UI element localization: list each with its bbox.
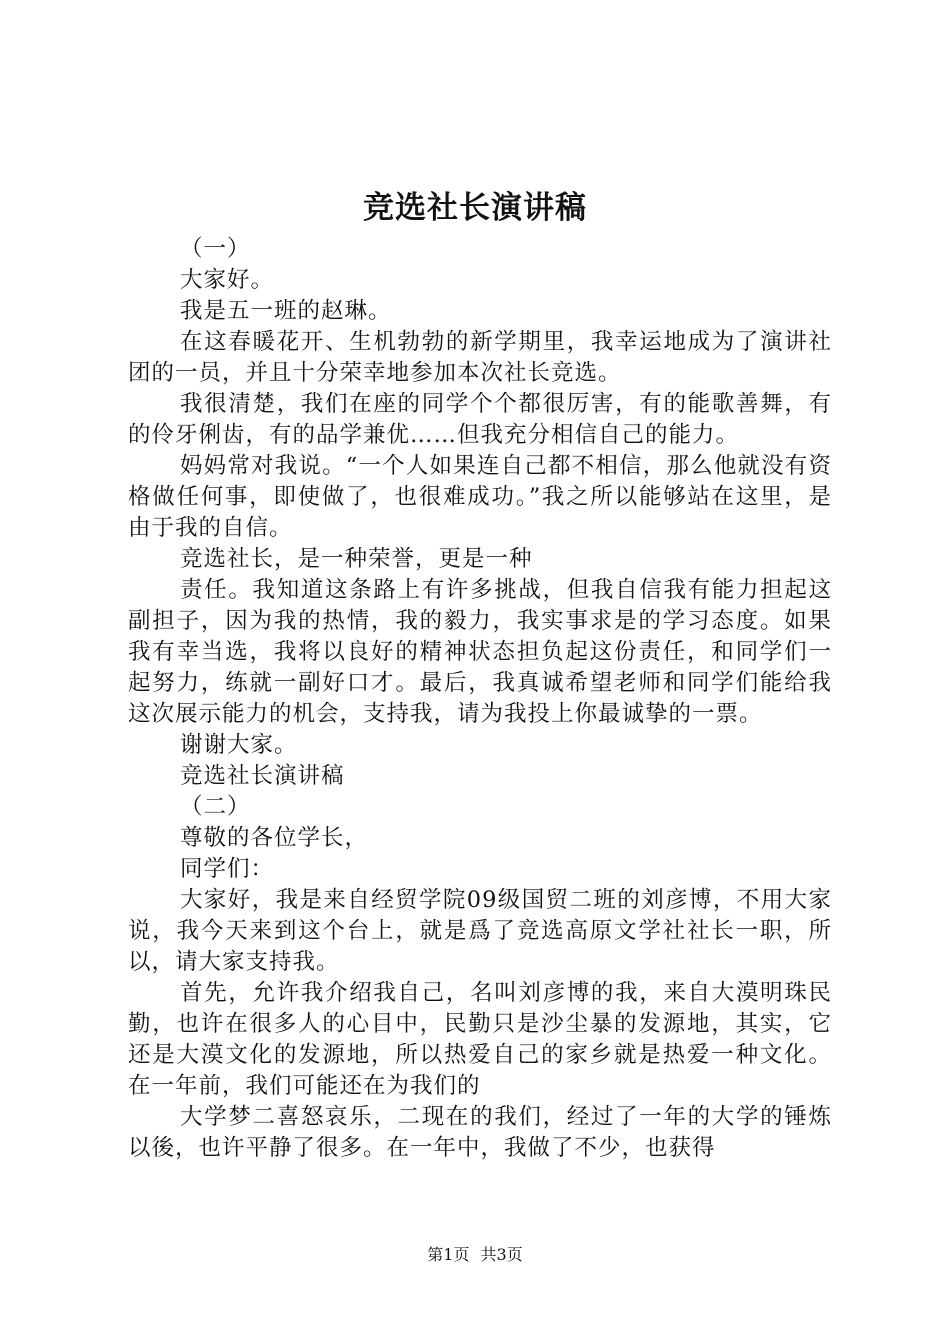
page-footer	[0, 1245, 950, 1265]
paragraph: （二）	[180, 794, 251, 820]
paragraph: 我很清楚，我们在座的同学个个都很厉害，有的能歌善舞，有的伶牙俐齿，有的品学兼优……但我充分相信自己的能力。	[128, 391, 832, 448]
paragraph: 责任。我知道这条路上有许多挑战，但我自信我有能力担起这副担子，因为我的热情，我的毅力，我实事求是的学习态度。如果我有幸当选，我将以良好的精神状态担负起这份责任，和同学们一起努力，练就一副好口才。最后，我真诚希望老师和同学们能给我这次展示能力的机会，支持我，请为我投上你最诚挚的一票。	[128, 577, 832, 727]
paragraph: 谢谢大家。	[180, 732, 298, 758]
paragraph: （一）	[180, 236, 251, 262]
paragraph: 竞选社长，是一种荣誉，更是一种	[180, 546, 533, 572]
paragraph: 同学们：	[180, 856, 275, 882]
paragraph: 尊敬的各位学长，	[180, 825, 369, 851]
paragraph: 首先，允许我介绍我自己，名叫刘彦博的我，来自大漠明珠民勤，也许在很多人的心目中，民勤只是沙尘暴的发源地，其实，它还是大漠文化的发源地，所以热爱自己的家乡就是热爱一种文化。在一年前，我们可能还在为我们的	[128, 980, 832, 1099]
paragraph: 大学梦二喜怒哀乐，二现在的我们，经过了一年的大学的锤炼以後，也许平静了很多。在一年中，我做了不少，也获得	[128, 1104, 832, 1161]
paragraph: 大家好，我是来自经贸学院09级国贸二班的刘彦博，不用大家说，我今天来到这个台上，就是爲了竞选高原文学社社长一职，所以，请大家支持我。	[128, 887, 832, 975]
paragraph: 妈妈常对我说。“一个人如果连自己都不相信，那么他就没有资格做任何事，即使做了，也很难成功。”我之所以能够站在这里，是由于我的自信。	[128, 453, 832, 541]
document-body	[128, 234, 832, 1164]
paragraph: 我是五一班的赵琳。	[180, 298, 392, 324]
paragraph: 在这春暖花开、生机勃勃的新学期里，我幸运地成为了演讲社团的一员，并且十分荣幸地参加本次社长竞选。	[128, 329, 832, 386]
paragraph: 竞选社长演讲稿	[180, 763, 345, 789]
page-number: 第1页	[427, 1245, 470, 1264]
paragraph: 大家好。	[180, 267, 275, 293]
document-title: 竞选社长演讲稿	[363, 190, 587, 226]
page-total: 共3页	[480, 1245, 523, 1264]
